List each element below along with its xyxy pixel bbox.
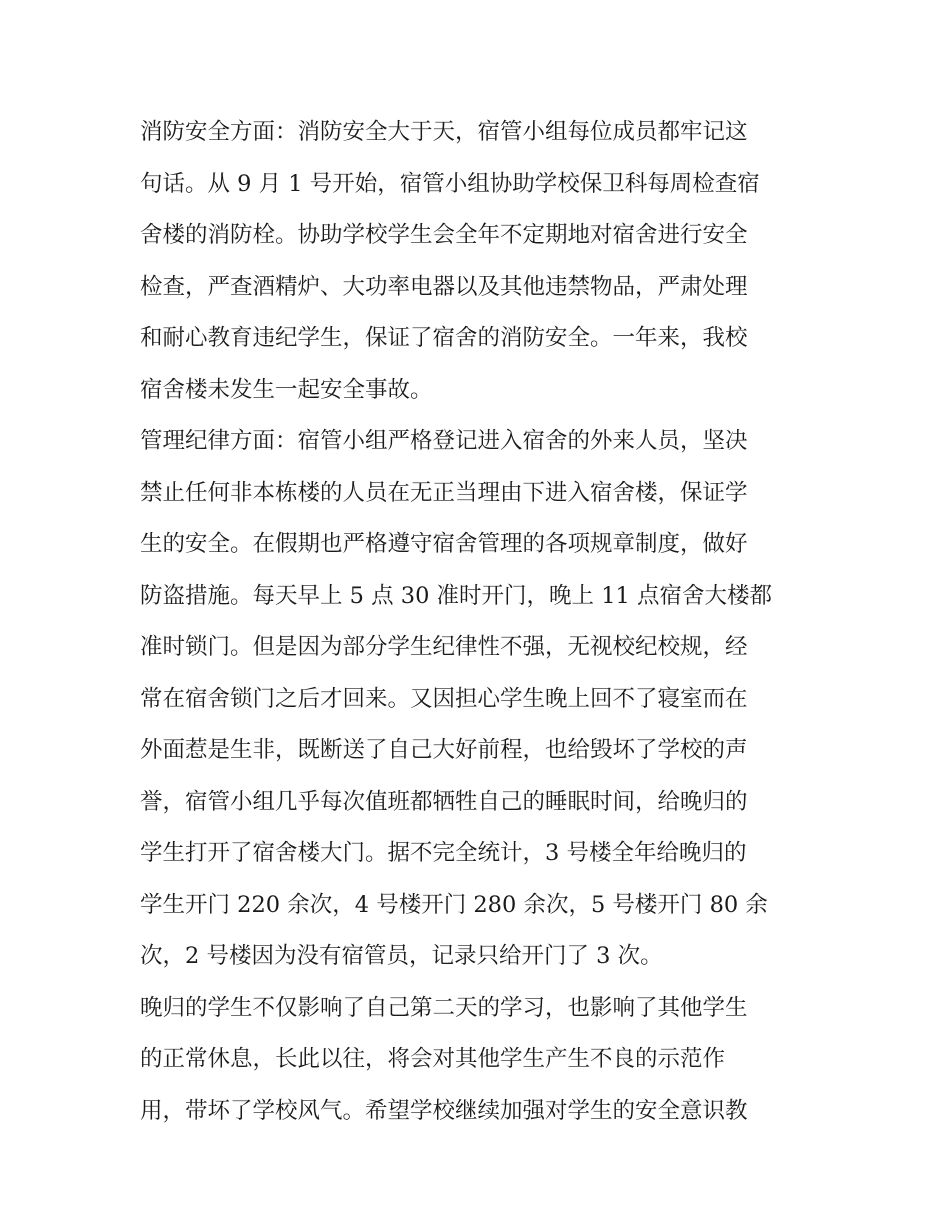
text-line: 句话。从 9 月 1 号开始，宿管小组协助学校保卫科每周检查宿: [140, 170, 760, 197]
text-line: 生的安全。在假期也严格遵守宿舍管理的各项规章制度，做好: [140, 531, 748, 557]
paragraph-fire-safety: [140, 107, 820, 416]
paragraph-discipline: [140, 416, 820, 983]
text-line: 誉，宿管小组几乎每次值班都牺牲自己的睡眠时间，给晚归的: [140, 788, 748, 815]
body-text: [140, 107, 820, 1137]
text-line: 次，2 号楼因为没有宿管员，记录只给开门了 3 次。: [140, 943, 663, 969]
text-line: 用，带坏了学校风气。希望学校继续加强对学生的安全意识教: [140, 1097, 748, 1124]
text-line: 和耐心教育违纪学生，保证了宿舍的消防安全。一年来，我校: [140, 325, 748, 351]
text-line: 准时锁门。但是因为部分学生纪律性不强，无视校纪校规，经: [140, 634, 748, 660]
text-line: 管理纪律方面：宿管小组严格登记进入宿舍的外来人员，坚决: [140, 428, 748, 454]
text-line: 学生开门 220 余次，4 号楼开门 280 余次，5 号楼开门 80 余: [140, 891, 768, 918]
text-line: 防盗措施。每天早上 5 点 30 准时开门，晚上 11 点宿舍大楼都: [140, 582, 772, 609]
text-line: 的正常休息，长此以往，将会对其他学生产生不良的示范作: [140, 1046, 726, 1072]
text-line: 宿舍楼未发生一起安全事故。: [140, 376, 433, 403]
text-line: 学生打开了宿舍楼大门。据不完全统计，3 号楼全年给晚归的: [140, 840, 747, 866]
text-line: 晚归的学生不仅影响了自己第二天的学习，也影响了其他学生: [140, 994, 748, 1021]
paragraph-late-return: [140, 983, 820, 1138]
text-line: 舍楼的消防栓。协助学校学生会全年不定期地对宿舍进行安全: [140, 222, 748, 248]
text-line: 消防安全方面：消防安全大于天，宿管小组每位成员都牢记这: [140, 119, 748, 145]
text-line: 检查，严查酒精炉、大功率电器以及其他违禁物品，严肃处理: [140, 273, 748, 300]
text-line: 外面惹是生非，既断送了自己大好前程，也给毁坏了学校的声: [140, 737, 748, 763]
text-line: 常在宿舍锁门之后才回来。又因担心学生晚上回不了寝室而在: [140, 685, 748, 712]
text-line: 禁止任何非本栋楼的人员在无正当理由下进入宿舍楼，保证学: [140, 479, 748, 506]
